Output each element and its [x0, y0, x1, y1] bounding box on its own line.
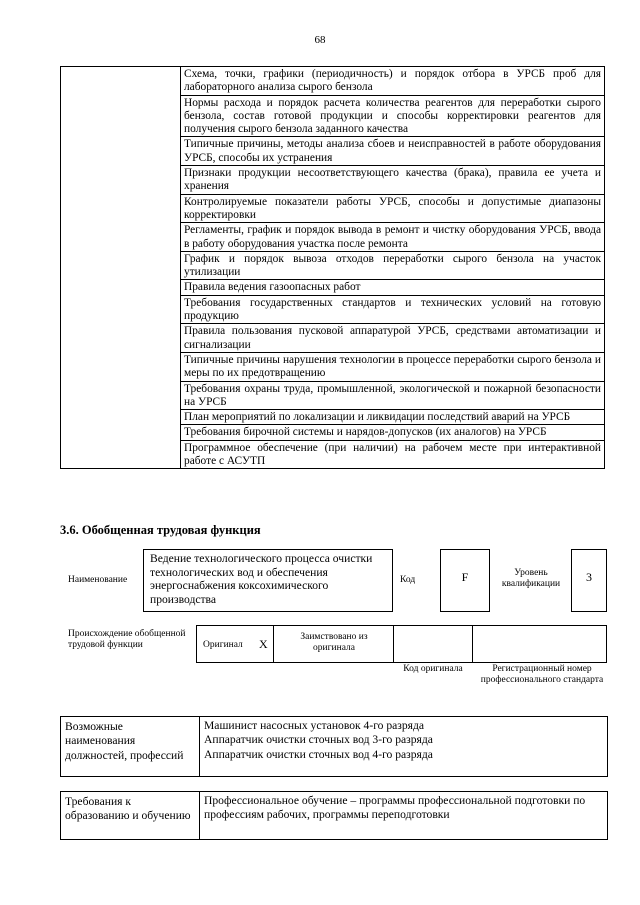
position-item: Аппаратчик очистки сточных вод 4-го разряда — [204, 747, 433, 761]
original-cell — [196, 625, 274, 663]
positions-label: Возможные наименования должностей, профессий — [61, 717, 200, 777]
qualification-level-label: Уровень квалификации — [501, 568, 561, 589]
knowledge-item: Правила пользования пусковой аппаратурой УРСБ, средствами автоматизации и сигнализации — [181, 324, 605, 353]
original-mark: X — [259, 637, 268, 651]
knowledge-item: Типичные причины нарушения технологии в процессе переработки сырого бензола и меры по их предотвращению — [181, 352, 605, 381]
page-number: 68 — [314, 34, 326, 46]
knowledge-item: План мероприятий по локализации и ликвидации последствий аварий на УРСБ — [181, 410, 605, 425]
education-table — [60, 791, 608, 840]
knowledge-item: Нормы расхода и порядок расчета количества реагентов для переработки сырого бензола, состав готовой продукции и способы корректировки реагентов для получения сырого бензола заданного качества — [181, 95, 605, 137]
knowledge-item: Признаки продукции несоответствующего качества (брака), правила ее учета и хранения — [181, 166, 605, 195]
knowledge-item: Программное обеспечение (при наличии) на рабочем месте при интерактивной работе с АСУТП — [181, 440, 605, 469]
knowledge-item: Схема, точки, графики (периодичность) и порядок отбора в УРСБ проб для лабораторного анализа сырого бензола — [181, 67, 605, 96]
knowledge-item: Требования бирочной системы и нарядов-допусков (их аналогов) на УРСБ — [181, 425, 605, 440]
knowledge-item: Требования государственных стандартов и технических условий на готовую продукцию — [181, 295, 605, 324]
knowledge-item: График и порядок вывоза отходов переработки сырого бензола на участок утилизации — [181, 251, 605, 280]
position-item: Аппаратчик очистки сточных вод 3-го разряда — [204, 733, 433, 747]
function-name-box: Ведение технологического процесса очистки технологических вод и обеспечения энергоснабжения коксохимического производства — [143, 549, 393, 612]
origin-row — [196, 625, 607, 663]
table-row — [61, 67, 605, 96]
positions-table — [60, 716, 608, 777]
knowledge-item: Контролируемые показатели работы УРСБ, способы и допустимые диапазоны корректировки — [181, 194, 605, 223]
knowledge-item: Требования охраны труда, промышленной, экологической и пожарной безопасности на УРСБ — [181, 381, 605, 410]
knowledge-item: Типичные причины, методы анализа сбоев и неисправностей в работе оборудования УРСБ, способы их устранения — [181, 137, 605, 166]
table-row — [61, 792, 608, 840]
section-title: 3.6. Обобщенная трудовая функция — [60, 523, 261, 537]
positions-list — [200, 717, 608, 777]
registration-number-caption: Регистрационный номер профессионального стандарта — [480, 664, 604, 685]
code-label: Код — [400, 575, 416, 585]
name-label: Наименование — [68, 575, 128, 585]
knowledge-item: Регламенты, график и порядок вывода в ремонт и чистку оборудования УРСБ, ввода в работу оборудования участка после ремонта — [181, 223, 605, 252]
knowledge-item: Правила ведения газоопасных работ — [181, 280, 605, 295]
borrowed-cell — [273, 625, 394, 663]
education-label: Требования к образованию и обучению — [61, 792, 200, 840]
education-value: Профессиональное обучение – программы профессиональной подготовки по профессиям рабочих, программы переподготовки — [200, 792, 608, 840]
required-knowledge-table — [60, 66, 605, 469]
original-label: Оригинал — [203, 640, 243, 650]
original-code-caption: Код оригинала — [403, 664, 463, 674]
table-row — [61, 717, 608, 777]
table-left-cell — [61, 67, 181, 469]
qualification-level-box: 3 — [571, 549, 607, 612]
origin-label: Происхождение обобщенной трудовой функции — [68, 629, 186, 650]
function-code-box: F — [440, 549, 490, 612]
borrowed-label: Заимствовано из оригинала — [300, 632, 368, 653]
registration-number-cell — [472, 625, 607, 663]
original-code-cell — [393, 625, 473, 663]
position-item: Машинист насосных установок 4-го разряда — [204, 719, 425, 732]
